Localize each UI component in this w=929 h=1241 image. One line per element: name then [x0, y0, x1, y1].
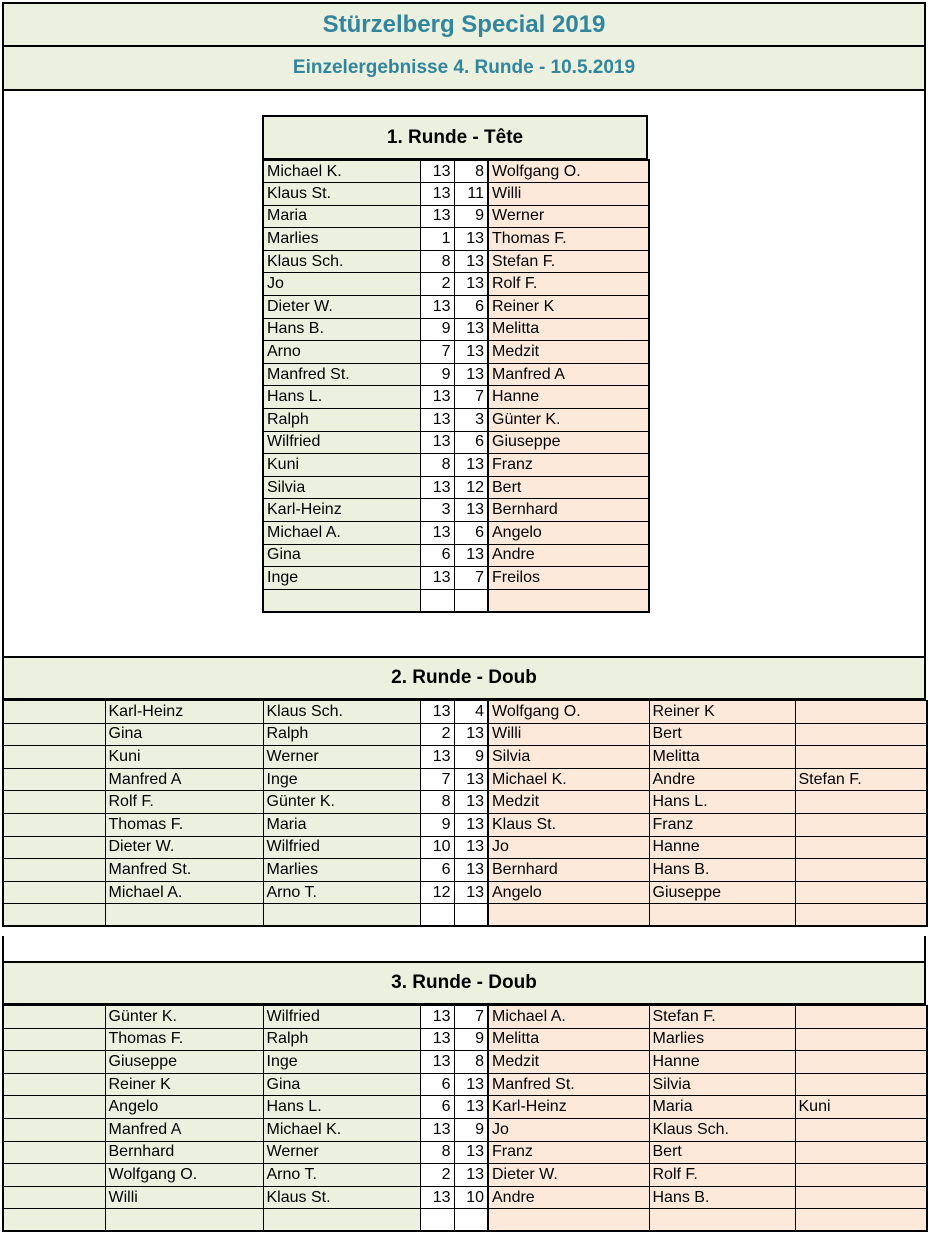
blank-left-cell [3, 859, 105, 882]
score-right-cell: 13 [454, 454, 488, 477]
team-left-player1-cell: Manfred St. [105, 859, 263, 882]
player-right-cell: Bert [488, 476, 649, 499]
team-right-player2-cell: Silvia [649, 1073, 795, 1096]
team-right-player2-cell: Melitta [649, 746, 795, 769]
score-left-cell: 8 [420, 791, 454, 814]
team-left-player1-cell: Kuni [105, 746, 263, 769]
blank-left-cell [3, 1073, 105, 1096]
result-row [3, 1028, 927, 1051]
score-right-cell: 13 [454, 1073, 488, 1096]
score-left-cell: 9 [420, 813, 454, 836]
score-right-cell: 11 [454, 183, 488, 206]
score-right-cell: 9 [454, 1028, 488, 1051]
player-left-cell: Kuni [263, 454, 420, 477]
team-right-player3-cell [795, 1164, 927, 1187]
blank-left-cell [3, 1006, 105, 1029]
result-row [3, 1164, 927, 1187]
player-right-cell: Willi [488, 183, 649, 206]
player-left-cell: Silvia [263, 476, 420, 499]
score-left-cell: 13 [420, 476, 454, 499]
team-right-player3-cell [795, 1006, 927, 1029]
score-right-cell: 13 [454, 768, 488, 791]
score-left-cell: 6 [420, 1073, 454, 1096]
score-right-cell: 6 [454, 296, 488, 319]
result-row [263, 318, 649, 341]
team-right-player2-cell: Andre [649, 768, 795, 791]
score-left-cell: 13 [420, 409, 454, 432]
score-right-cell: 13 [454, 544, 488, 567]
result-row [3, 813, 927, 836]
score-right-cell [454, 904, 488, 927]
team-left-player1-cell: Gina [105, 723, 263, 746]
result-row [263, 273, 649, 296]
team-right-player2-cell: Hanne [649, 1051, 795, 1074]
player-right-cell [488, 589, 649, 612]
team-left-player1-cell [105, 904, 263, 927]
score-left-cell: 13 [420, 431, 454, 454]
player-left-cell: Michael A. [263, 522, 420, 545]
score-right-cell: 13 [454, 813, 488, 836]
result-row [263, 476, 649, 499]
team-left-player2-cell [263, 904, 420, 927]
result-row [3, 1006, 927, 1029]
team-right-player3-cell [795, 836, 927, 859]
team-right-player1-cell: Melitta [488, 1028, 649, 1051]
score-left-cell [420, 589, 454, 612]
result-row [263, 431, 649, 454]
player-right-cell: Andre [488, 544, 649, 567]
team-right-player2-cell: Reiner K [649, 701, 795, 724]
result-row [263, 567, 649, 590]
round1-table [262, 159, 650, 613]
result-row [3, 701, 927, 724]
score-right-cell [454, 589, 488, 612]
player-left-cell: Karl-Heinz [263, 499, 420, 522]
score-right-cell: 6 [454, 431, 488, 454]
round3-heading: 3. Runde - Doub [2, 961, 926, 1005]
score-left-cell: 7 [420, 341, 454, 364]
team-right-player1-cell: Jo [488, 836, 649, 859]
team-right-player3-cell: Stefan F. [795, 768, 927, 791]
player-right-cell: Medzit [488, 341, 649, 364]
team-right-player2-cell: Maria [649, 1096, 795, 1119]
team-right-player3-cell [795, 1186, 927, 1209]
team-right-player1-cell: Wolfgang O. [488, 701, 649, 724]
blank-left-cell [3, 1028, 105, 1051]
blank-left-cell [3, 1118, 105, 1141]
team-right-player3-cell [795, 1209, 927, 1232]
score-left-cell: 12 [420, 881, 454, 904]
team-left-player1-cell: Michael A. [105, 881, 263, 904]
result-row [263, 499, 649, 522]
player-right-cell: Melitta [488, 318, 649, 341]
team-right-player2-cell: Marlies [649, 1028, 795, 1051]
team-right-player1-cell: Jo [488, 1118, 649, 1141]
team-right-player2-cell: Hans B. [649, 1186, 795, 1209]
result-row [3, 1096, 927, 1119]
team-right-player2-cell: Giuseppe [649, 881, 795, 904]
score-left-cell: 3 [420, 499, 454, 522]
player-right-cell: Angelo [488, 522, 649, 545]
team-right-player3-cell [795, 904, 927, 927]
score-left-cell: 2 [420, 273, 454, 296]
team-left-player2-cell: Wilfried [263, 836, 420, 859]
score-left-cell: 13 [420, 1006, 454, 1029]
blank-left-cell [3, 1141, 105, 1164]
blank-left-cell [3, 723, 105, 746]
team-right-player1-cell: Medzit [488, 1051, 649, 1074]
player-right-cell: Thomas F. [488, 228, 649, 251]
score-right-cell: 13 [454, 836, 488, 859]
team-right-player3-cell [795, 1118, 927, 1141]
score-left-cell: 1 [420, 228, 454, 251]
team-right-player2-cell: Bert [649, 1141, 795, 1164]
result-row [3, 723, 927, 746]
result-row [3, 881, 927, 904]
result-row [263, 409, 649, 432]
score-right-cell: 13 [454, 1096, 488, 1119]
score-right-cell: 3 [454, 409, 488, 432]
blank-left-cell [3, 768, 105, 791]
player-left-cell: Manfred St. [263, 363, 420, 386]
result-row [3, 1073, 927, 1096]
team-left-player2-cell: Gina [263, 1073, 420, 1096]
score-left-cell: 2 [420, 1164, 454, 1187]
player-left-cell: Hans L. [263, 386, 420, 409]
blank-left-cell [3, 746, 105, 769]
result-row [263, 589, 649, 612]
player-right-cell: Franz [488, 454, 649, 477]
score-left-cell: 13 [420, 1186, 454, 1209]
score-left-cell: 13 [420, 1118, 454, 1141]
player-left-cell: Dieter W. [263, 296, 420, 319]
score-left-cell: 13 [420, 205, 454, 228]
result-row [3, 836, 927, 859]
score-left-cell: 13 [420, 183, 454, 206]
score-right-cell: 13 [454, 859, 488, 882]
team-right-player3-cell [795, 1028, 927, 1051]
score-right-cell: 13 [454, 250, 488, 273]
score-left-cell: 13 [420, 296, 454, 319]
team-left-player2-cell: Günter K. [263, 791, 420, 814]
gap-frame [2, 936, 926, 962]
score-right-cell: 13 [454, 341, 488, 364]
player-left-cell: Marlies [263, 228, 420, 251]
player-left-cell: Maria [263, 205, 420, 228]
team-left-player1-cell [105, 1209, 263, 1232]
player-left-cell: Wilfried [263, 431, 420, 454]
score-left-cell: 13 [420, 567, 454, 590]
team-left-player1-cell: Giuseppe [105, 1051, 263, 1074]
player-left-cell: Gina [263, 544, 420, 567]
score-left-cell: 6 [420, 1096, 454, 1119]
blank-left-cell [3, 1186, 105, 1209]
team-right-player1-cell: Michael K. [488, 768, 649, 791]
score-right-cell: 13 [454, 318, 488, 341]
score-right-cell: 6 [454, 522, 488, 545]
score-right-cell: 7 [454, 567, 488, 590]
team-left-player1-cell: Günter K. [105, 1006, 263, 1029]
team-right-player3-cell [795, 1051, 927, 1074]
score-left-cell: 13 [420, 522, 454, 545]
blank-left-cell [3, 1209, 105, 1232]
score-right-cell: 8 [454, 1051, 488, 1074]
team-right-player2-cell: Klaus Sch. [649, 1118, 795, 1141]
score-left-cell: 2 [420, 723, 454, 746]
result-row [263, 522, 649, 545]
team-right-player2-cell: Rolf F. [649, 1164, 795, 1187]
team-right-player3-cell: Kuni [795, 1096, 927, 1119]
team-left-player2-cell: Maria [263, 813, 420, 836]
team-right-player1-cell: Bernhard [488, 859, 649, 882]
result-row [3, 791, 927, 814]
player-left-cell: Klaus Sch. [263, 250, 420, 273]
player-right-cell: Giuseppe [488, 431, 649, 454]
team-right-player3-cell [795, 791, 927, 814]
score-right-cell: 13 [454, 499, 488, 522]
team-left-player1-cell: Reiner K [105, 1073, 263, 1096]
result-row [3, 1051, 927, 1074]
team-left-player2-cell: Klaus Sch. [263, 701, 420, 724]
score-left-cell: 13 [420, 160, 454, 183]
player-right-cell: Rolf F. [488, 273, 649, 296]
team-right-player3-cell [795, 746, 927, 769]
score-left-cell: 13 [420, 386, 454, 409]
player-right-cell: Wolfgang O. [488, 160, 649, 183]
score-left-cell: 9 [420, 363, 454, 386]
result-row [3, 768, 927, 791]
score-left-cell: 8 [420, 1141, 454, 1164]
result-row [263, 160, 649, 183]
result-row [3, 904, 927, 927]
player-left-cell: Hans B. [263, 318, 420, 341]
score-right-cell: 12 [454, 476, 488, 499]
player-left-cell: Jo [263, 273, 420, 296]
score-left-cell: 8 [420, 454, 454, 477]
page-title: Stürzelberg Special 2019 [2, 2, 926, 47]
score-right-cell: 13 [454, 881, 488, 904]
score-right-cell: 13 [454, 1141, 488, 1164]
score-right-cell: 9 [454, 1118, 488, 1141]
result-row [263, 296, 649, 319]
team-right-player2-cell [649, 904, 795, 927]
team-right-player2-cell: Hanne [649, 836, 795, 859]
result-row [3, 1186, 927, 1209]
player-left-cell: Ralph [263, 409, 420, 432]
score-left-cell: 13 [420, 746, 454, 769]
player-right-cell: Bernhard [488, 499, 649, 522]
blank-left-cell [3, 1096, 105, 1119]
team-left-player2-cell: Michael K. [263, 1118, 420, 1141]
team-left-player2-cell [263, 1209, 420, 1232]
team-right-player2-cell: Hans B. [649, 859, 795, 882]
team-left-player1-cell: Thomas F. [105, 813, 263, 836]
score-right-cell: 7 [454, 1006, 488, 1029]
team-right-player3-cell [795, 701, 927, 724]
result-row [3, 1118, 927, 1141]
team-left-player2-cell: Hans L. [263, 1096, 420, 1119]
score-left-cell: 10 [420, 836, 454, 859]
team-left-player2-cell: Marlies [263, 859, 420, 882]
score-right-cell: 13 [454, 363, 488, 386]
score-left-cell: 13 [420, 701, 454, 724]
team-right-player3-cell [795, 859, 927, 882]
team-left-player1-cell: Angelo [105, 1096, 263, 1119]
team-right-player1-cell: Silvia [488, 746, 649, 769]
player-right-cell: Freilos [488, 567, 649, 590]
player-right-cell: Hanne [488, 386, 649, 409]
score-left-cell: 7 [420, 768, 454, 791]
score-left-cell: 6 [420, 859, 454, 882]
team-left-player2-cell: Werner [263, 1141, 420, 1164]
team-left-player1-cell: Thomas F. [105, 1028, 263, 1051]
team-left-player2-cell: Arno T. [263, 1164, 420, 1187]
team-right-player1-cell: Klaus St. [488, 813, 649, 836]
player-right-cell: Reiner K [488, 296, 649, 319]
team-left-player1-cell: Rolf F. [105, 791, 263, 814]
score-left-cell: 13 [420, 1051, 454, 1074]
team-left-player1-cell: Bernhard [105, 1141, 263, 1164]
team-right-player2-cell [649, 1209, 795, 1232]
page-subtitle: Einzelergebnisse 4. Runde - 10.5.2019 [2, 47, 926, 91]
team-left-player2-cell: Ralph [263, 723, 420, 746]
team-right-player1-cell: Franz [488, 1141, 649, 1164]
score-right-cell: 7 [454, 386, 488, 409]
team-left-player2-cell: Inge [263, 1051, 420, 1074]
score-right-cell [454, 1209, 488, 1232]
team-right-player3-cell [795, 881, 927, 904]
team-right-player2-cell: Bert [649, 723, 795, 746]
team-right-player1-cell [488, 1209, 649, 1232]
player-left-cell [263, 589, 420, 612]
result-row [263, 386, 649, 409]
score-left-cell [420, 904, 454, 927]
team-right-player2-cell: Stefan F. [649, 1006, 795, 1029]
player-left-cell: Michael K. [263, 160, 420, 183]
score-right-cell: 13 [454, 1164, 488, 1187]
player-left-cell: Klaus St. [263, 183, 420, 206]
round3-table [2, 1005, 928, 1232]
player-left-cell: Arno [263, 341, 420, 364]
team-left-player1-cell: Karl-Heinz [105, 701, 263, 724]
blank-left-cell [3, 1051, 105, 1074]
team-left-player2-cell: Klaus St. [263, 1186, 420, 1209]
result-row [263, 454, 649, 477]
round2-heading: 2. Runde - Doub [2, 656, 926, 700]
score-right-cell: 4 [454, 701, 488, 724]
team-right-player1-cell: Dieter W. [488, 1164, 649, 1187]
blank-left-cell [3, 791, 105, 814]
player-right-cell: Stefan F. [488, 250, 649, 273]
score-right-cell: 13 [454, 723, 488, 746]
team-left-player2-cell: Arno T. [263, 881, 420, 904]
team-right-player2-cell: Hans L. [649, 791, 795, 814]
score-left-cell: 6 [420, 544, 454, 567]
blank-left-cell [3, 836, 105, 859]
result-row [3, 1209, 927, 1232]
score-right-cell: 13 [454, 273, 488, 296]
team-left-player1-cell: Wolfgang O. [105, 1164, 263, 1187]
score-left-cell: 9 [420, 318, 454, 341]
result-row [263, 341, 649, 364]
player-left-cell: Inge [263, 567, 420, 590]
score-left-cell: 8 [420, 250, 454, 273]
team-right-player1-cell: Andre [488, 1186, 649, 1209]
result-row [263, 250, 649, 273]
player-right-cell: Werner [488, 205, 649, 228]
team-left-player1-cell: Manfred A [105, 768, 263, 791]
team-right-player3-cell [795, 813, 927, 836]
team-right-player3-cell [795, 1141, 927, 1164]
result-row [3, 859, 927, 882]
team-right-player1-cell: Angelo [488, 881, 649, 904]
team-right-player1-cell: Karl-Heinz [488, 1096, 649, 1119]
result-row [263, 205, 649, 228]
result-row [263, 183, 649, 206]
team-right-player1-cell [488, 904, 649, 927]
result-row [263, 228, 649, 251]
score-left-cell: 13 [420, 1028, 454, 1051]
score-right-cell: 8 [454, 160, 488, 183]
team-right-player1-cell: Manfred St. [488, 1073, 649, 1096]
player-right-cell: Günter K. [488, 409, 649, 432]
blank-left-cell [3, 881, 105, 904]
team-right-player3-cell [795, 1073, 927, 1096]
round1-heading: 1. Runde - Tête [262, 115, 648, 159]
score-left-cell [420, 1209, 454, 1232]
team-right-player3-cell [795, 723, 927, 746]
result-row [263, 363, 649, 386]
score-right-cell: 9 [454, 746, 488, 769]
blank-left-cell [3, 813, 105, 836]
team-right-player1-cell: Willi [488, 723, 649, 746]
blank-left-cell [3, 1164, 105, 1187]
blank-left-cell [3, 701, 105, 724]
result-row [263, 544, 649, 567]
team-left-player2-cell: Wilfried [263, 1006, 420, 1029]
score-right-cell: 13 [454, 228, 488, 251]
round2-table [2, 700, 928, 927]
team-right-player1-cell: Michael A. [488, 1006, 649, 1029]
result-row [3, 1141, 927, 1164]
result-row [3, 746, 927, 769]
team-left-player2-cell: Werner [263, 746, 420, 769]
score-right-cell: 10 [454, 1186, 488, 1209]
team-left-player2-cell: Ralph [263, 1028, 420, 1051]
team-left-player1-cell: Dieter W. [105, 836, 263, 859]
score-right-cell: 13 [454, 791, 488, 814]
team-left-player1-cell: Manfred A [105, 1118, 263, 1141]
blank-left-cell [3, 904, 105, 927]
score-right-cell: 9 [454, 205, 488, 228]
team-left-player1-cell: Willi [105, 1186, 263, 1209]
team-left-player2-cell: Inge [263, 768, 420, 791]
team-right-player1-cell: Medzit [488, 791, 649, 814]
player-right-cell: Manfred A [488, 363, 649, 386]
team-right-player2-cell: Franz [649, 813, 795, 836]
